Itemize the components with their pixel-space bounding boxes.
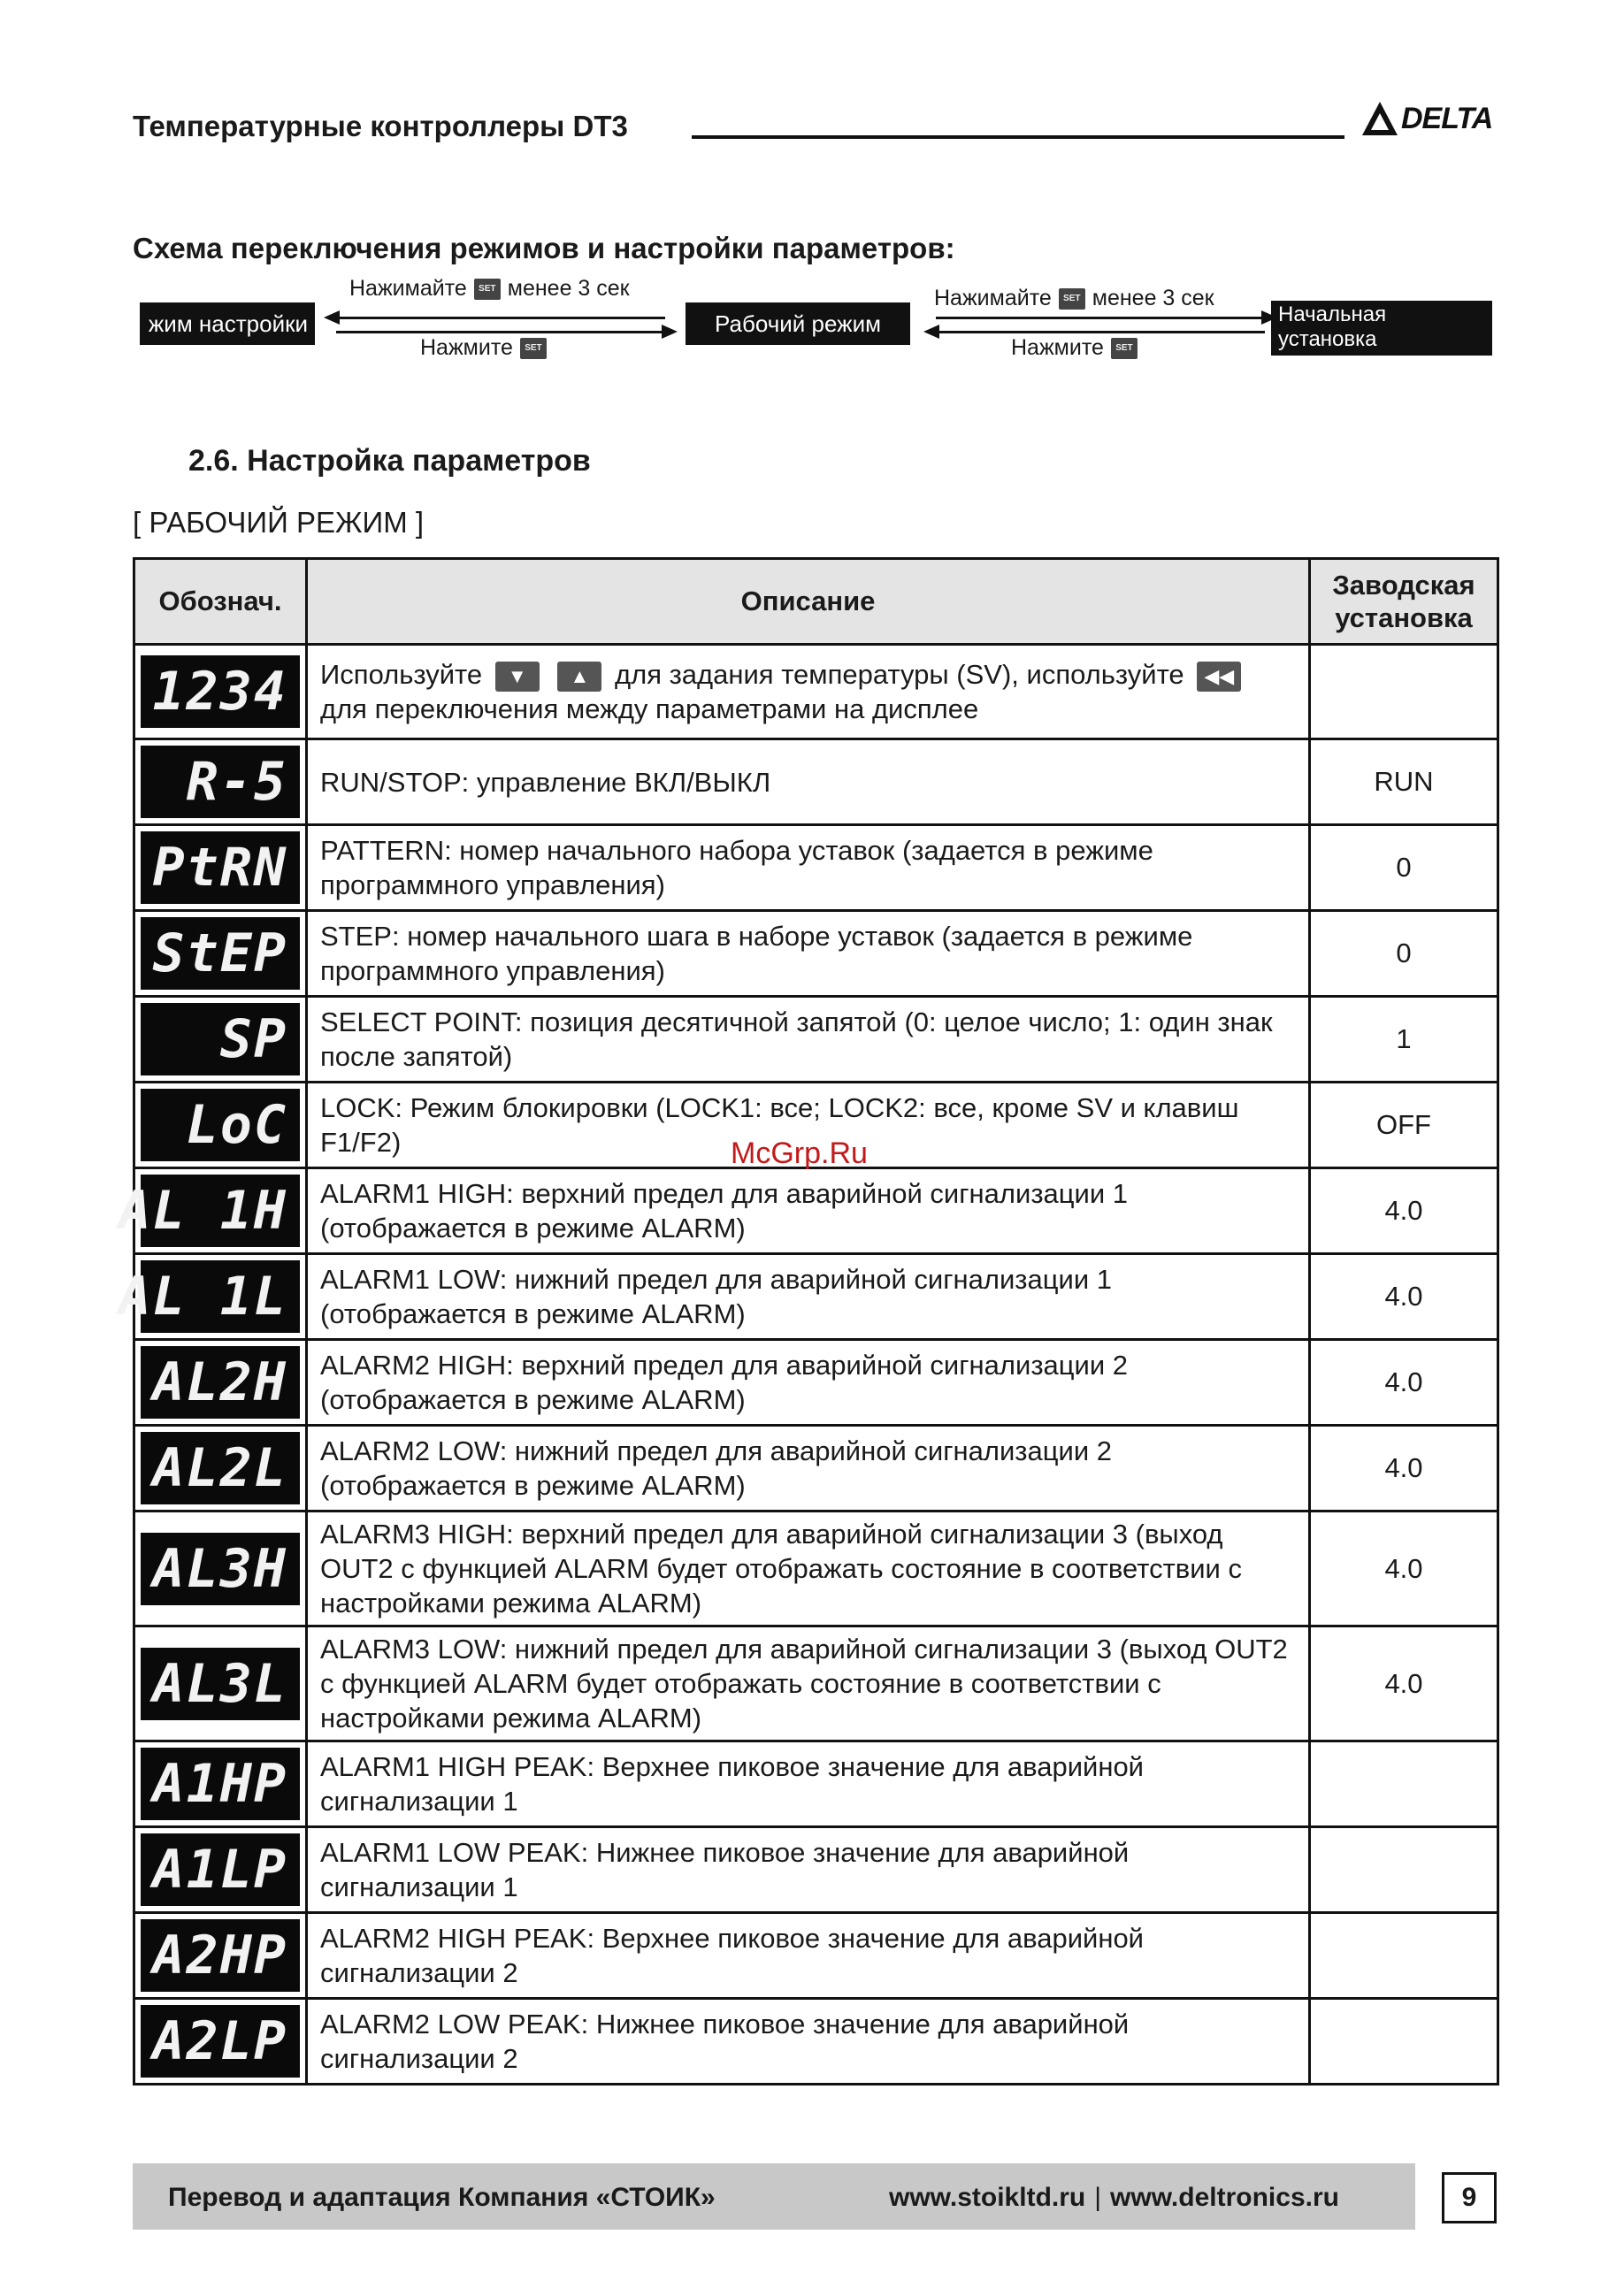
default-cell: [1310, 645, 1498, 739]
document-header-title: Температурные контроллеры DT3: [133, 110, 628, 142]
lcd-display: SP: [141, 1003, 300, 1075]
table-row: [134, 1999, 1498, 2085]
desc-text: Используйте: [320, 659, 483, 690]
default-cell: 4.0: [1310, 1340, 1498, 1426]
default-cell: RUN: [1310, 739, 1498, 825]
set-key-icon: SET: [1111, 338, 1138, 359]
desc-text: для задания температуры (SV), используйте: [615, 659, 1184, 690]
mode-label: [ РАБОЧИЙ РЕЖИМ ]: [133, 506, 425, 539]
code-cell: [134, 1913, 307, 1999]
lcd-display: PtRN: [141, 831, 300, 904]
default-cell: 4.0: [1310, 1512, 1498, 1626]
delta-brand-text: DELTA: [1401, 101, 1493, 135]
lcd-display: AL2L: [141, 1432, 300, 1504]
scheme-title: Схема переключения режимов и настройки параметров:: [133, 232, 955, 264]
table-row: [134, 911, 1498, 997]
lcd-display: AL3H: [141, 1533, 300, 1605]
setup-mode-box: жим настройки: [140, 302, 315, 345]
code-cell: [134, 739, 307, 825]
lcd-display: 1234: [141, 655, 300, 728]
description-cell: PATTERN: номер начального набора уставок (задается в режиме программного управления): [307, 825, 1310, 911]
default-cell: 4.0: [1310, 1626, 1498, 1741]
shift-key-icon: ◀◀: [1197, 662, 1241, 692]
header-rule: [692, 135, 1344, 139]
arrow-right-head-icon: [1261, 310, 1277, 325]
arrow-left-line: [336, 317, 665, 319]
description-cell: ALARM2 HIGH PEAK: Верхнее пиковое значение для аварийной сигнализации 2: [307, 1913, 1310, 1999]
table-row: [134, 1426, 1498, 1512]
table-row: [134, 1512, 1498, 1626]
delta-triangle-icon: [1360, 99, 1399, 138]
header-code: Обознач.: [134, 559, 307, 645]
arrow1-top-label: [349, 276, 630, 302]
code-cell: [119, 1168, 307, 1254]
lcd-display: LoC: [141, 1089, 300, 1161]
description-cell: ALARM2 LOW: нижний предел для аварийной сигнализации 2 (отображается в режиме ALARM): [307, 1426, 1310, 1512]
arrow-left-head-icon: [923, 325, 939, 339]
table-row: [134, 1168, 1498, 1254]
operation-mode-box: Рабочий режим: [686, 302, 910, 345]
arrow1-top-text-after: менее 3 сек: [507, 276, 630, 301]
default-cell: [1310, 1913, 1498, 1999]
arrow-right-line: [936, 317, 1265, 319]
parameters-table: [119, 557, 1499, 2086]
default-cell: 4.0: [1310, 1426, 1498, 1512]
delta-logo: [1360, 92, 1502, 145]
default-cell: 4.0: [1310, 1168, 1498, 1254]
code-cell: [134, 1827, 307, 1913]
table-row: [134, 1626, 1498, 1741]
description-cell: LOCK: Режим блокировки (LOCK1: все; LOCK2: все, кроме SV и клавиш F1/F2): [307, 1083, 1310, 1168]
default-cell: [1310, 1827, 1498, 1913]
table-row: [134, 1254, 1498, 1340]
section-title: 2.6. Настройка параметров: [188, 444, 591, 478]
description-cell: ALARM1 HIGH PEAK: Верхнее пиковое значение для аварийной сигнализации 1: [307, 1741, 1310, 1827]
lcd-display: AL 1H: [141, 1175, 300, 1247]
arrow1-bottom-label: [420, 335, 547, 361]
lcd-display: R-5: [141, 746, 300, 818]
description-cell: STEP: номер начального шага в наборе уставок (задается в режиме программного управления): [307, 911, 1310, 997]
default-cell: [1310, 1741, 1498, 1827]
lcd-display: AL 1L: [141, 1260, 300, 1333]
set-key-icon: SET: [520, 338, 547, 359]
code-cell: [134, 825, 307, 911]
arrow-left-line: [936, 331, 1265, 333]
description-cell: RUN/STOP: управление ВКЛ/ВЫКЛ: [307, 739, 1310, 825]
down-arrow-key-icon: ▼: [495, 662, 540, 692]
footer-link-stoik[interactable]: www.stoikltd.ru: [889, 2183, 1086, 2212]
arrow2-top-label: [934, 286, 1214, 311]
arrow-right-line: [336, 331, 665, 333]
set-key-icon: SET: [1059, 288, 1085, 310]
table-row: [134, 1340, 1498, 1426]
default-cell: [1310, 1999, 1498, 2085]
code-cell: [134, 1512, 307, 1626]
set-key-icon: SET: [474, 279, 501, 300]
default-cell: 1: [1310, 997, 1498, 1083]
table-row: [134, 739, 1498, 825]
code-cell: [134, 1426, 307, 1512]
header-default: Заводская установка: [1310, 559, 1498, 645]
table-row: [134, 825, 1498, 911]
lcd-display: A1HP: [141, 1748, 300, 1820]
watermark: McGrp.Ru: [731, 1137, 868, 1170]
code-cell: [134, 1999, 307, 2085]
footer-credit: Перевод и адаптация Компания «СТОИК»: [168, 2183, 716, 2212]
up-arrow-key-icon: ▲: [557, 662, 601, 692]
footer-links: [889, 2183, 1339, 2213]
page-number: 9: [1442, 2172, 1497, 2223]
code-cell: [134, 1741, 307, 1827]
description-cell: [307, 645, 1310, 739]
default-cell: 0: [1310, 825, 1498, 911]
default-cell: 4.0: [1310, 1254, 1498, 1340]
lcd-display: A1LP: [141, 1833, 300, 1906]
arrow2-top-text-before: Нажимайте: [934, 286, 1052, 310]
arrow1-bottom-text: Нажмите: [420, 335, 513, 360]
initial-setup-mode-box: Начальная установка параметров: [1271, 301, 1492, 356]
table-body: [119, 645, 1498, 2085]
lcd-display: A2LP: [141, 2005, 300, 2078]
arrow2-top-text-after: менее 3 сек: [1092, 286, 1214, 310]
code-cell: [134, 1083, 307, 1168]
arrow2-bottom-text: Нажмите: [1011, 335, 1104, 360]
arrow1-top-text-before: Нажимайте: [349, 276, 467, 301]
description-cell: ALARM1 HIGH: верхний предел для аварийной сигнализации 1 (отображается в режиме ALARM): [307, 1168, 1310, 1254]
desc-text: для переключения между параметрами на дисплее: [320, 693, 979, 724]
description-cell: ALARM3 LOW: нижний предел для аварийной сигнализации 3 (выход OUT2 с функцией ALARM будет отображать состояние в соответствии с настройками режима ALARM): [307, 1626, 1310, 1741]
table-row: [134, 645, 1498, 739]
lcd-display: AL2H: [141, 1346, 300, 1419]
code-cell: [119, 1254, 307, 1340]
code-cell: [134, 911, 307, 997]
lcd-display: AL3L: [141, 1648, 300, 1720]
default-cell: 0: [1310, 911, 1498, 997]
description-cell: ALARM1 LOW PEAK: Нижнее пиковое значение для аварийной сигнализации 1: [307, 1827, 1310, 1913]
description-cell: SELECT POINT: позиция десятичной запятой (0: целое число; 1: один знак после запятой): [307, 997, 1310, 1083]
table-row: [134, 1827, 1498, 1913]
arrow2-bottom-label: [1011, 335, 1138, 361]
code-cell: [134, 1340, 307, 1426]
code-cell: [134, 645, 307, 739]
header-description: Описание: [307, 559, 1310, 645]
description-cell: ALARM3 HIGH: верхний предел для аварийной сигнализации 3 (выход OUT2 с функцией ALARM будет отображать состояние в соответствии с настройками режима ALARM): [307, 1512, 1310, 1626]
description-cell: ALARM2 HIGH: верхний предел для аварийной сигнализации 2 (отображается в режиме ALARM): [307, 1340, 1310, 1426]
arrow-right-head-icon: [662, 325, 678, 339]
default-cell: OFF: [1310, 1083, 1498, 1168]
arrow-left-head-icon: [324, 310, 340, 325]
code-cell: [134, 1626, 307, 1741]
lcd-display: StEP: [141, 917, 300, 990]
table-row: [134, 1913, 1498, 1999]
table-row: [134, 1741, 1498, 1827]
table-row: [134, 997, 1498, 1083]
footer-link-deltronics[interactable]: www.deltronics.ru: [1110, 2183, 1339, 2212]
lcd-display: A2HP: [141, 1919, 300, 1992]
code-cell: [134, 997, 307, 1083]
description-cell: ALARM1 LOW: нижний предел для аварийной сигнализации 1 (отображается в режиме ALARM): [307, 1254, 1310, 1340]
footer-separator: |: [1094, 2183, 1102, 2212]
table-header-row: [134, 559, 1498, 645]
description-cell: ALARM2 LOW PEAK: Нижнее пиковое значение для аварийной сигнализации 2: [307, 1999, 1310, 2085]
